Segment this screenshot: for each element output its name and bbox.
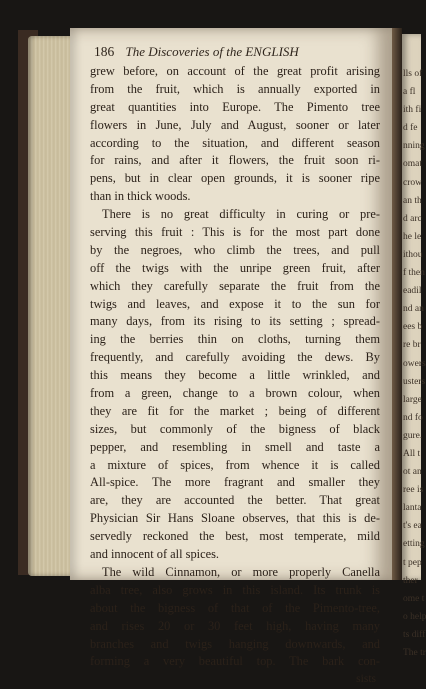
text-line: and innocent of all spices. xyxy=(90,547,220,562)
text-line: There is no great difficulty in curing or pre- xyxy=(102,207,380,222)
text-line: from a green, change to a brown colour, when xyxy=(90,386,380,401)
facing-text-fragment: an th xyxy=(403,195,422,206)
text-line: All-spice. The more fragrant and smaller they xyxy=(90,475,380,490)
text-line: this means they become a little wrinkled, and xyxy=(90,368,380,383)
text-line: serving this fruit : This is for the most part done xyxy=(90,225,380,240)
facing-text-fragment: a fl xyxy=(403,87,416,98)
text-line: The wild Cinnamon, or more properly Canella xyxy=(102,564,380,579)
facing-text-fragment: ithou xyxy=(403,249,423,260)
text-line: they are fit for the market ; being of different xyxy=(90,403,380,418)
facing-text-fragment: ts diff xyxy=(403,629,426,640)
facing-text-fragment: re br xyxy=(403,340,421,351)
text-line: ing the berries thin on cloths, turning them xyxy=(90,332,380,347)
facing-text-fragment: f then xyxy=(403,268,425,279)
book-gutter xyxy=(392,28,402,580)
facing-text-fragment: etting xyxy=(403,539,425,550)
facing-text-fragment: o help xyxy=(403,611,426,622)
text-line: Physician Sir Hans Sloane observes, that this is de- xyxy=(90,511,380,526)
facing-text-fragment: crow xyxy=(403,177,422,188)
text-line: sizes, but commonly of the bigness of black xyxy=(90,421,380,436)
text-line: branches and twigs hanging downwards, and xyxy=(90,636,380,651)
text-line: by the negroes, who climb the trees, and pull xyxy=(90,242,380,257)
facing-text-fragment: ree is xyxy=(403,485,424,496)
facing-page-text xyxy=(402,34,426,662)
facing-text-fragment: The tr xyxy=(403,648,426,658)
text-line: which they carefully separate the fruit from the xyxy=(90,278,380,293)
text-line: flowers in June, July and August, sooner or later xyxy=(90,117,380,132)
catchword: sists xyxy=(356,673,376,686)
facing-text-fragment: eadil xyxy=(403,286,422,297)
text-line: and rises 20 or 30 feet high, having many xyxy=(90,618,380,633)
facing-text-fragment: t pep xyxy=(403,557,422,568)
text-line: than in thick woods. xyxy=(90,189,191,204)
text-line: frequently, and carefully avoiding the dews. By xyxy=(90,350,380,365)
running-title: The Discoveries of the ENGLISH xyxy=(125,44,299,59)
facing-text-fragment: owers xyxy=(403,358,426,369)
facing-text-fragment: ith fi xyxy=(403,105,422,116)
facing-text-fragment: nd an xyxy=(403,304,424,315)
facing-text-fragment: t's ea xyxy=(403,521,422,532)
text-line: forming a very beautiful top. The bark con- xyxy=(90,654,380,669)
facing-text-fragment: he le xyxy=(403,231,422,242)
body-text xyxy=(90,63,380,689)
page-stack-edge xyxy=(28,36,74,576)
facing-page xyxy=(402,34,426,658)
text-line: grew before, on account of the great profit arising xyxy=(90,64,380,78)
text-line: great quantities into Europe. The Pimento tree xyxy=(90,99,380,114)
text-line: for rains, and after it flowers, the fruit soon ri- xyxy=(90,153,380,168)
facing-text-fragment: ot an xyxy=(403,467,422,478)
text-line: according to the situation, and different season xyxy=(90,135,380,150)
facing-text-fragment: usters xyxy=(403,376,426,387)
text-line: servedly reckoned the best, most temperate, mild xyxy=(90,529,380,544)
text-line: a mixture of spices, from whence it is called xyxy=(90,457,380,472)
page-header xyxy=(94,44,384,60)
text-line: off the twigs with the unripe green fruit, after xyxy=(90,260,380,275)
facing-text-fragment: gure. xyxy=(403,430,423,441)
text-line: from the fruit, which is annually exported in xyxy=(90,81,380,96)
facing-text-fragment: d fe xyxy=(403,123,418,134)
facing-text-fragment: lls of xyxy=(403,69,423,79)
text-line: about the bigness of that of the Pimento-tree, xyxy=(90,600,380,615)
text-line: pens, but in clear open grounds, it is sooner ripe xyxy=(90,171,380,186)
facing-text-fragment: All t xyxy=(403,448,421,459)
text-line: alba tree, also grows in this island. Its trunk is xyxy=(90,582,380,597)
facing-text-fragment: lanta xyxy=(403,503,422,514)
page-number: 186 xyxy=(94,44,115,59)
facing-text-fragment: omat xyxy=(403,159,422,170)
facing-text-fragment: d arc xyxy=(403,213,422,224)
text-line: pepper, and resembling in smell and taste a xyxy=(90,439,380,454)
facing-text-fragment: nd fo xyxy=(403,412,423,423)
facing-text-fragment: ome t xyxy=(403,593,425,604)
facing-text-fragment: ees b xyxy=(403,322,423,333)
facing-text-fragment: large xyxy=(403,394,422,405)
text-line: are, they are accounted the better. That great xyxy=(90,493,380,508)
facing-text-fragment: ther xyxy=(403,575,418,586)
text-line: many days, from its rising to its setting ; spread- xyxy=(90,314,380,329)
text-line: twigs and leaves, and expose it to the sun for xyxy=(90,296,380,311)
facing-text-fragment: nning xyxy=(403,141,425,152)
